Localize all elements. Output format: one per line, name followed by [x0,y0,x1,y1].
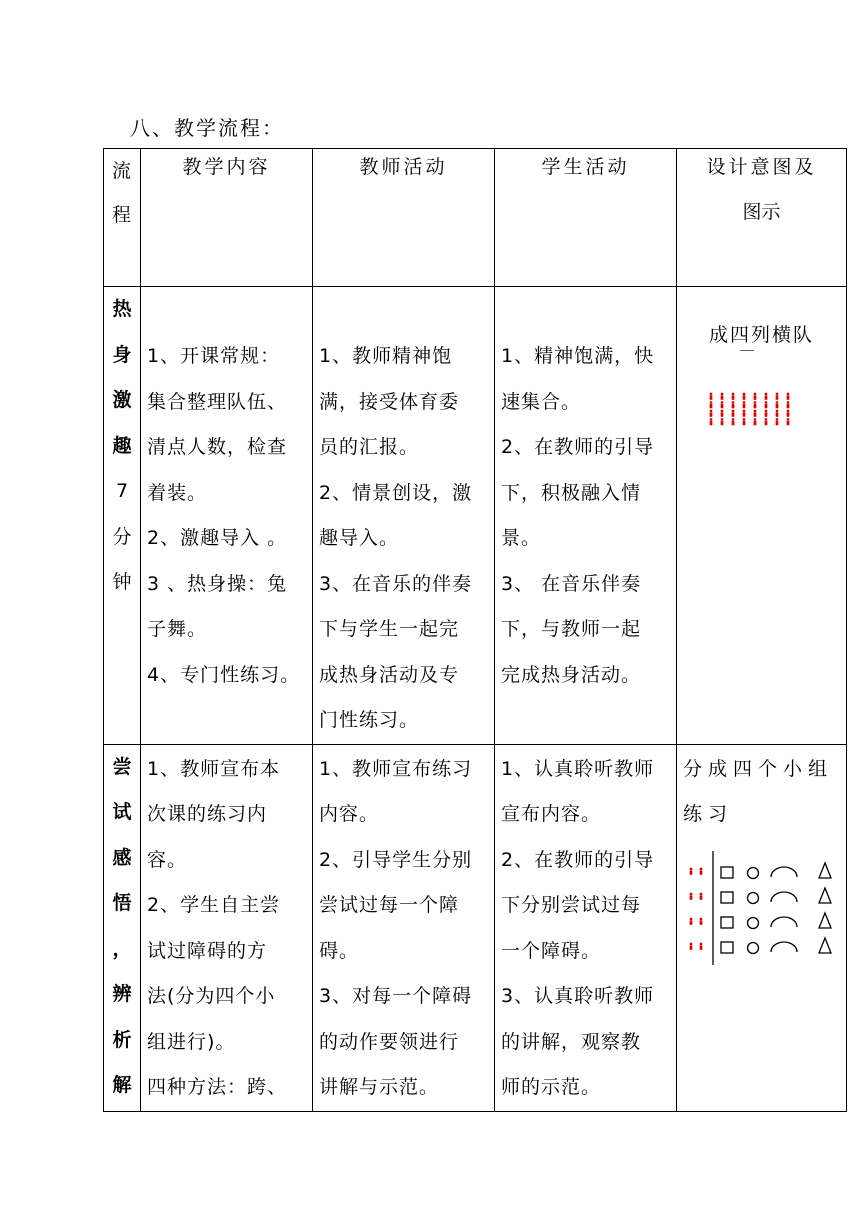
stage-warmup: 热 身 激 趣 7 分 钟 [104,287,141,745]
student-figure-icon [710,410,713,417]
student-figure-icon [776,410,779,417]
circle-obstacle-icon [748,917,759,928]
trial-content: 1、教师宣布本 次课的练习内 容。 2、学生自主尝 试过障碍的方 法(分为四个小 组进行)。 四种方法：跨、 [141,744,313,1111]
arch-obstacle-icon [771,892,797,902]
student-figure-icon [732,418,735,425]
table-row-trial [104,744,847,1111]
student-figure-icon [787,410,790,417]
student-figure-icon [743,410,746,417]
formation-title: 成四列横队 [708,324,814,346]
table-header-row [104,149,847,287]
student-figure-icon [743,418,746,425]
header-stage: 流 程 [104,149,141,287]
student-figure-icon [754,393,757,400]
circle-obstacle-icon [748,867,759,878]
formation-diagram [683,350,841,460]
student-figure-icon [765,410,768,417]
student-figure-icon [700,917,703,924]
obstacle-diagram [683,847,841,977]
student-figure-icon [787,393,790,400]
square-obstacle-icon [721,917,733,928]
arch-obstacle-icon [771,867,797,877]
trial-teacher: 1、教师宣布练习 内容。 2、引导学生分别 尝试过每一个障 碍。 3、对每一个障碍 的动作要领进行 讲解与示范。 [313,744,495,1111]
header-design: 设计意图及 图示 [677,149,847,287]
section-heading: 八、教学流程： [130,116,284,140]
cone-obstacle-icon [819,888,831,903]
student-figures-four-rows [710,393,790,426]
student-figure-icon [721,401,724,408]
warmup-design [677,287,847,745]
cone-obstacle-icon [819,938,831,953]
stage-trial: 尝 试 感 悟 ， 辨 析 解 [104,744,141,1111]
student-figure-icon [690,892,693,899]
student-figure-icon [776,401,779,408]
student-figure-icon [690,867,693,874]
student-figure-icon [710,401,713,408]
student-figure-icon [721,410,724,417]
student-figure-icon [721,418,724,425]
student-figure-icon [732,393,735,400]
student-figure-icon [700,892,703,899]
student-figure-icon [776,393,779,400]
circle-obstacle-icon [748,892,759,903]
student-figure-icon [765,401,768,408]
arch-obstacle-icon [771,917,797,927]
warmup-student: 1、精神饱满，快 速集合。 2、在教师的引导 下，积极融入情 景。 3、 在音乐伴奏 下，与教师一起 完成热身活动。 [495,287,677,745]
cone-obstacle-icon [819,913,831,928]
obstacle-groups [690,851,831,965]
arch-obstacle-icon [771,942,797,952]
square-obstacle-icon [721,892,733,903]
warmup-content: 1、开课常规： 集合整理队伍、 清点人数，检查 着装。 2、激趣导入 。 3 、热身操：兔 子舞。 4、专门性练习。 [141,287,313,745]
student-figure-icon [700,942,703,949]
table-row-warmup [104,287,847,745]
student-figure-icon [776,418,779,425]
circle-obstacle-icon [748,942,759,953]
student-figure-icon [732,410,735,417]
header-content: 教学内容 [141,149,313,287]
student-figure-icon [754,401,757,408]
header-student: 学生活动 [495,149,677,287]
header-teacher: 教师活动 [313,149,495,287]
student-figure-icon [700,867,703,874]
student-figure-icon [765,393,768,400]
student-figure-icon [787,418,790,425]
student-figure-icon [754,410,757,417]
group-title: 分成四个小组 [683,757,834,780]
student-figure-icon [765,418,768,425]
teaching-flow-table [103,148,847,1112]
student-figure-icon [743,393,746,400]
trial-design [677,744,847,1111]
group-title-2: 练习 [683,802,734,825]
student-figure-icon [721,393,724,400]
student-figure-icon [690,917,693,924]
square-obstacle-icon [721,867,733,878]
student-figure-icon [743,401,746,408]
student-figure-icon [710,393,713,400]
trial-student: 1、认真聆听教师 宣布内容。 2、在教师的引导 下分别尝试过每 一个障碍。 3、认真聆听教师 的讲解，观察教 师的示范。 [495,744,677,1111]
student-figure-icon [710,418,713,425]
student-figure-icon [787,401,790,408]
cone-obstacle-icon [819,863,831,878]
student-figure-icon [754,418,757,425]
student-figure-icon [690,942,693,949]
warmup-teacher: 1、教师精神饱 满，接受体育委 员的汇报。 2、情景创设，激 趣导入。 3、在音乐的伴奏 下与学生一起完 成热身活动及专 门性练习。 [313,287,495,745]
square-obstacle-icon [721,942,733,953]
student-figure-icon [732,401,735,408]
